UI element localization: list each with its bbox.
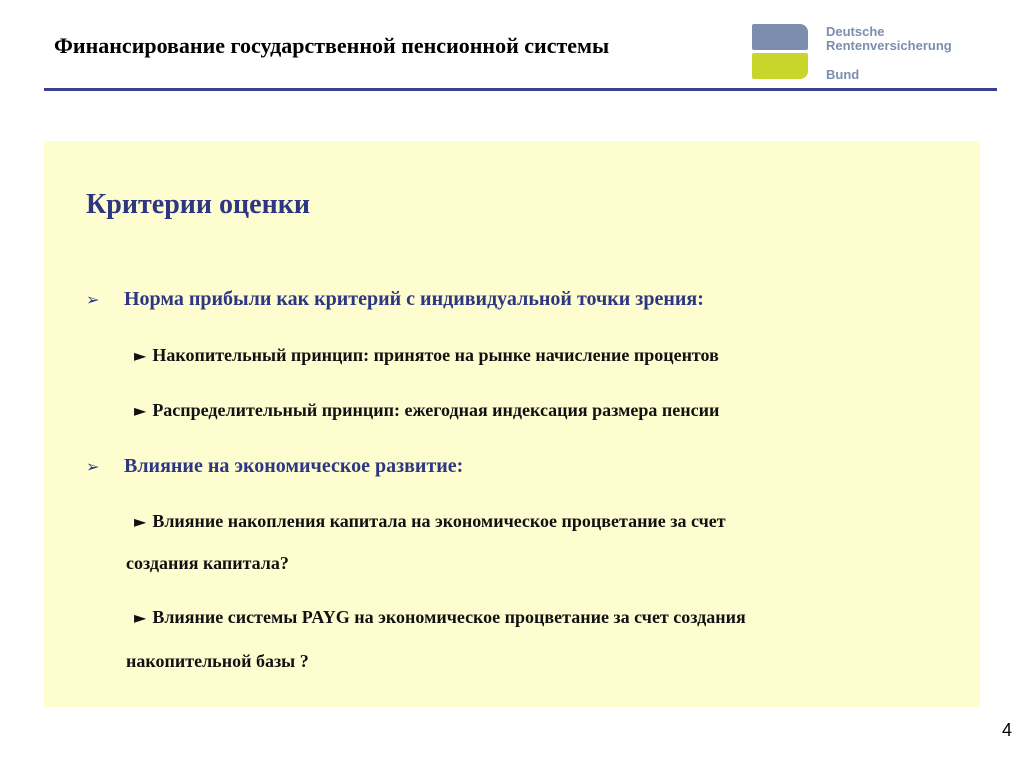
logo-top-block (752, 24, 808, 50)
sub-item-4 (134, 607, 746, 628)
sub-item-text: Накопительный принцип: принятое на рынке начисление процентов (152, 345, 719, 365)
bullet-item-1 (86, 288, 704, 311)
bullet-text: Норма прибыли как критерий с индивидуальной точки зрения: (124, 288, 704, 310)
logo-bottom-block (752, 53, 808, 79)
sub-item-2 (134, 400, 719, 421)
sub-item-text: Влияние системы PAYG на экономическое процветание за счет создания (152, 607, 746, 627)
logo (752, 24, 972, 82)
sub-item-4-continuation: накопительной базы ? (126, 651, 309, 671)
page-title: Финансирование государственной пенсионной системы (54, 33, 610, 58)
sub-item-text: Влияние накопления капитала на экономическое процветание за счет (152, 511, 726, 531)
sub-item-1 (134, 345, 719, 366)
arrow-bullet-icon: ➢ (86, 457, 100, 476)
triangle-pointer-icon: ► (134, 346, 147, 365)
logo-text-line3: Bund (826, 67, 860, 82)
page-number: 4 (1002, 720, 1013, 740)
arrow-bullet-icon: ➢ (86, 290, 100, 309)
bullet-item-2 (86, 455, 463, 478)
sub-item-3-continuation: создания капитала? (126, 553, 289, 573)
triangle-pointer-icon: ► (134, 512, 147, 531)
logo-text-line1: Deutsche (826, 24, 885, 39)
section-title: Критерии оценки (86, 189, 310, 220)
triangle-pointer-icon: ► (134, 401, 147, 420)
sub-item-3 (134, 511, 726, 532)
header-divider (44, 88, 997, 91)
logo-text-line2: Rentenversicherung (826, 38, 952, 53)
triangle-pointer-icon: ► (134, 608, 147, 627)
bullet-text: Влияние на экономическое развитие: (124, 455, 464, 477)
sub-item-text: Распределительный принцип: ежегодная индексация размера пенсии (152, 400, 720, 420)
